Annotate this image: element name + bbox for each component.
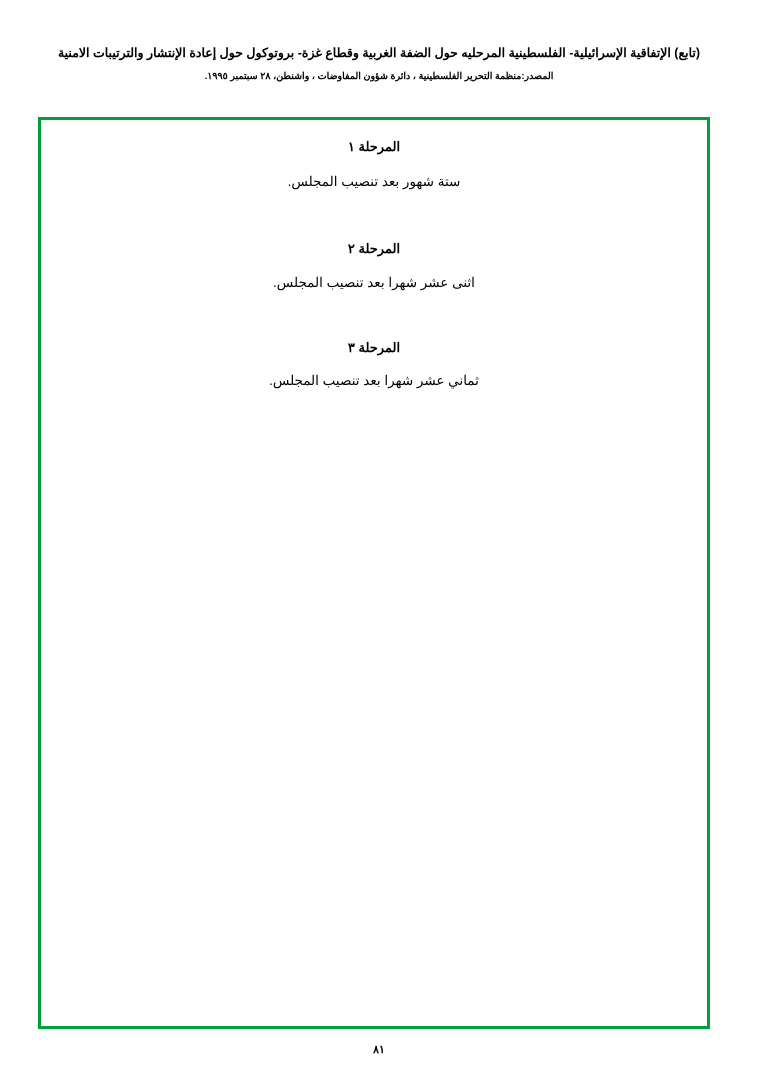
section-heading [81, 339, 667, 357]
section-body: اثنى عشر شهرا بعد تنصيب المجلس. [273, 274, 475, 290]
section-heading [81, 240, 667, 258]
section-heading-text: المرحلة ١ [347, 139, 401, 154]
section-heading-text: المرحلة ٢ [347, 241, 401, 257]
section-body: ستة شهور بعد تنصيب المجلس. [287, 174, 461, 190]
section-body: ثماني عشر شهرا بعد تنصيب المجلس. [269, 373, 479, 389]
page-number: ٨١ [373, 1044, 385, 1056]
header-title: (تابع) الإتفاقية الإسرائيلية- الفلسطينية المرحليه حول الضفة الغربية وقطاع غزة- بروتوكول حول إعادة الإنتشار والترتيبات الامنية [57, 46, 701, 60]
section-heading-text: المرحلة ٣ [347, 339, 401, 355]
section-stage-1 [81, 138, 667, 192]
section-stage-2 [81, 240, 667, 292]
content-frame [38, 117, 710, 1029]
section-stage-3 [81, 339, 667, 391]
document-body [81, 138, 667, 421]
document-header [0, 44, 758, 83]
header-source: المصدر:منظمة التحرير الفلسطينية ، دائرة شؤون المفاوضات ، واشنطن، ٢٨ سبتمبر ١٩٩٥. [204, 70, 554, 82]
section-heading [81, 138, 667, 156]
